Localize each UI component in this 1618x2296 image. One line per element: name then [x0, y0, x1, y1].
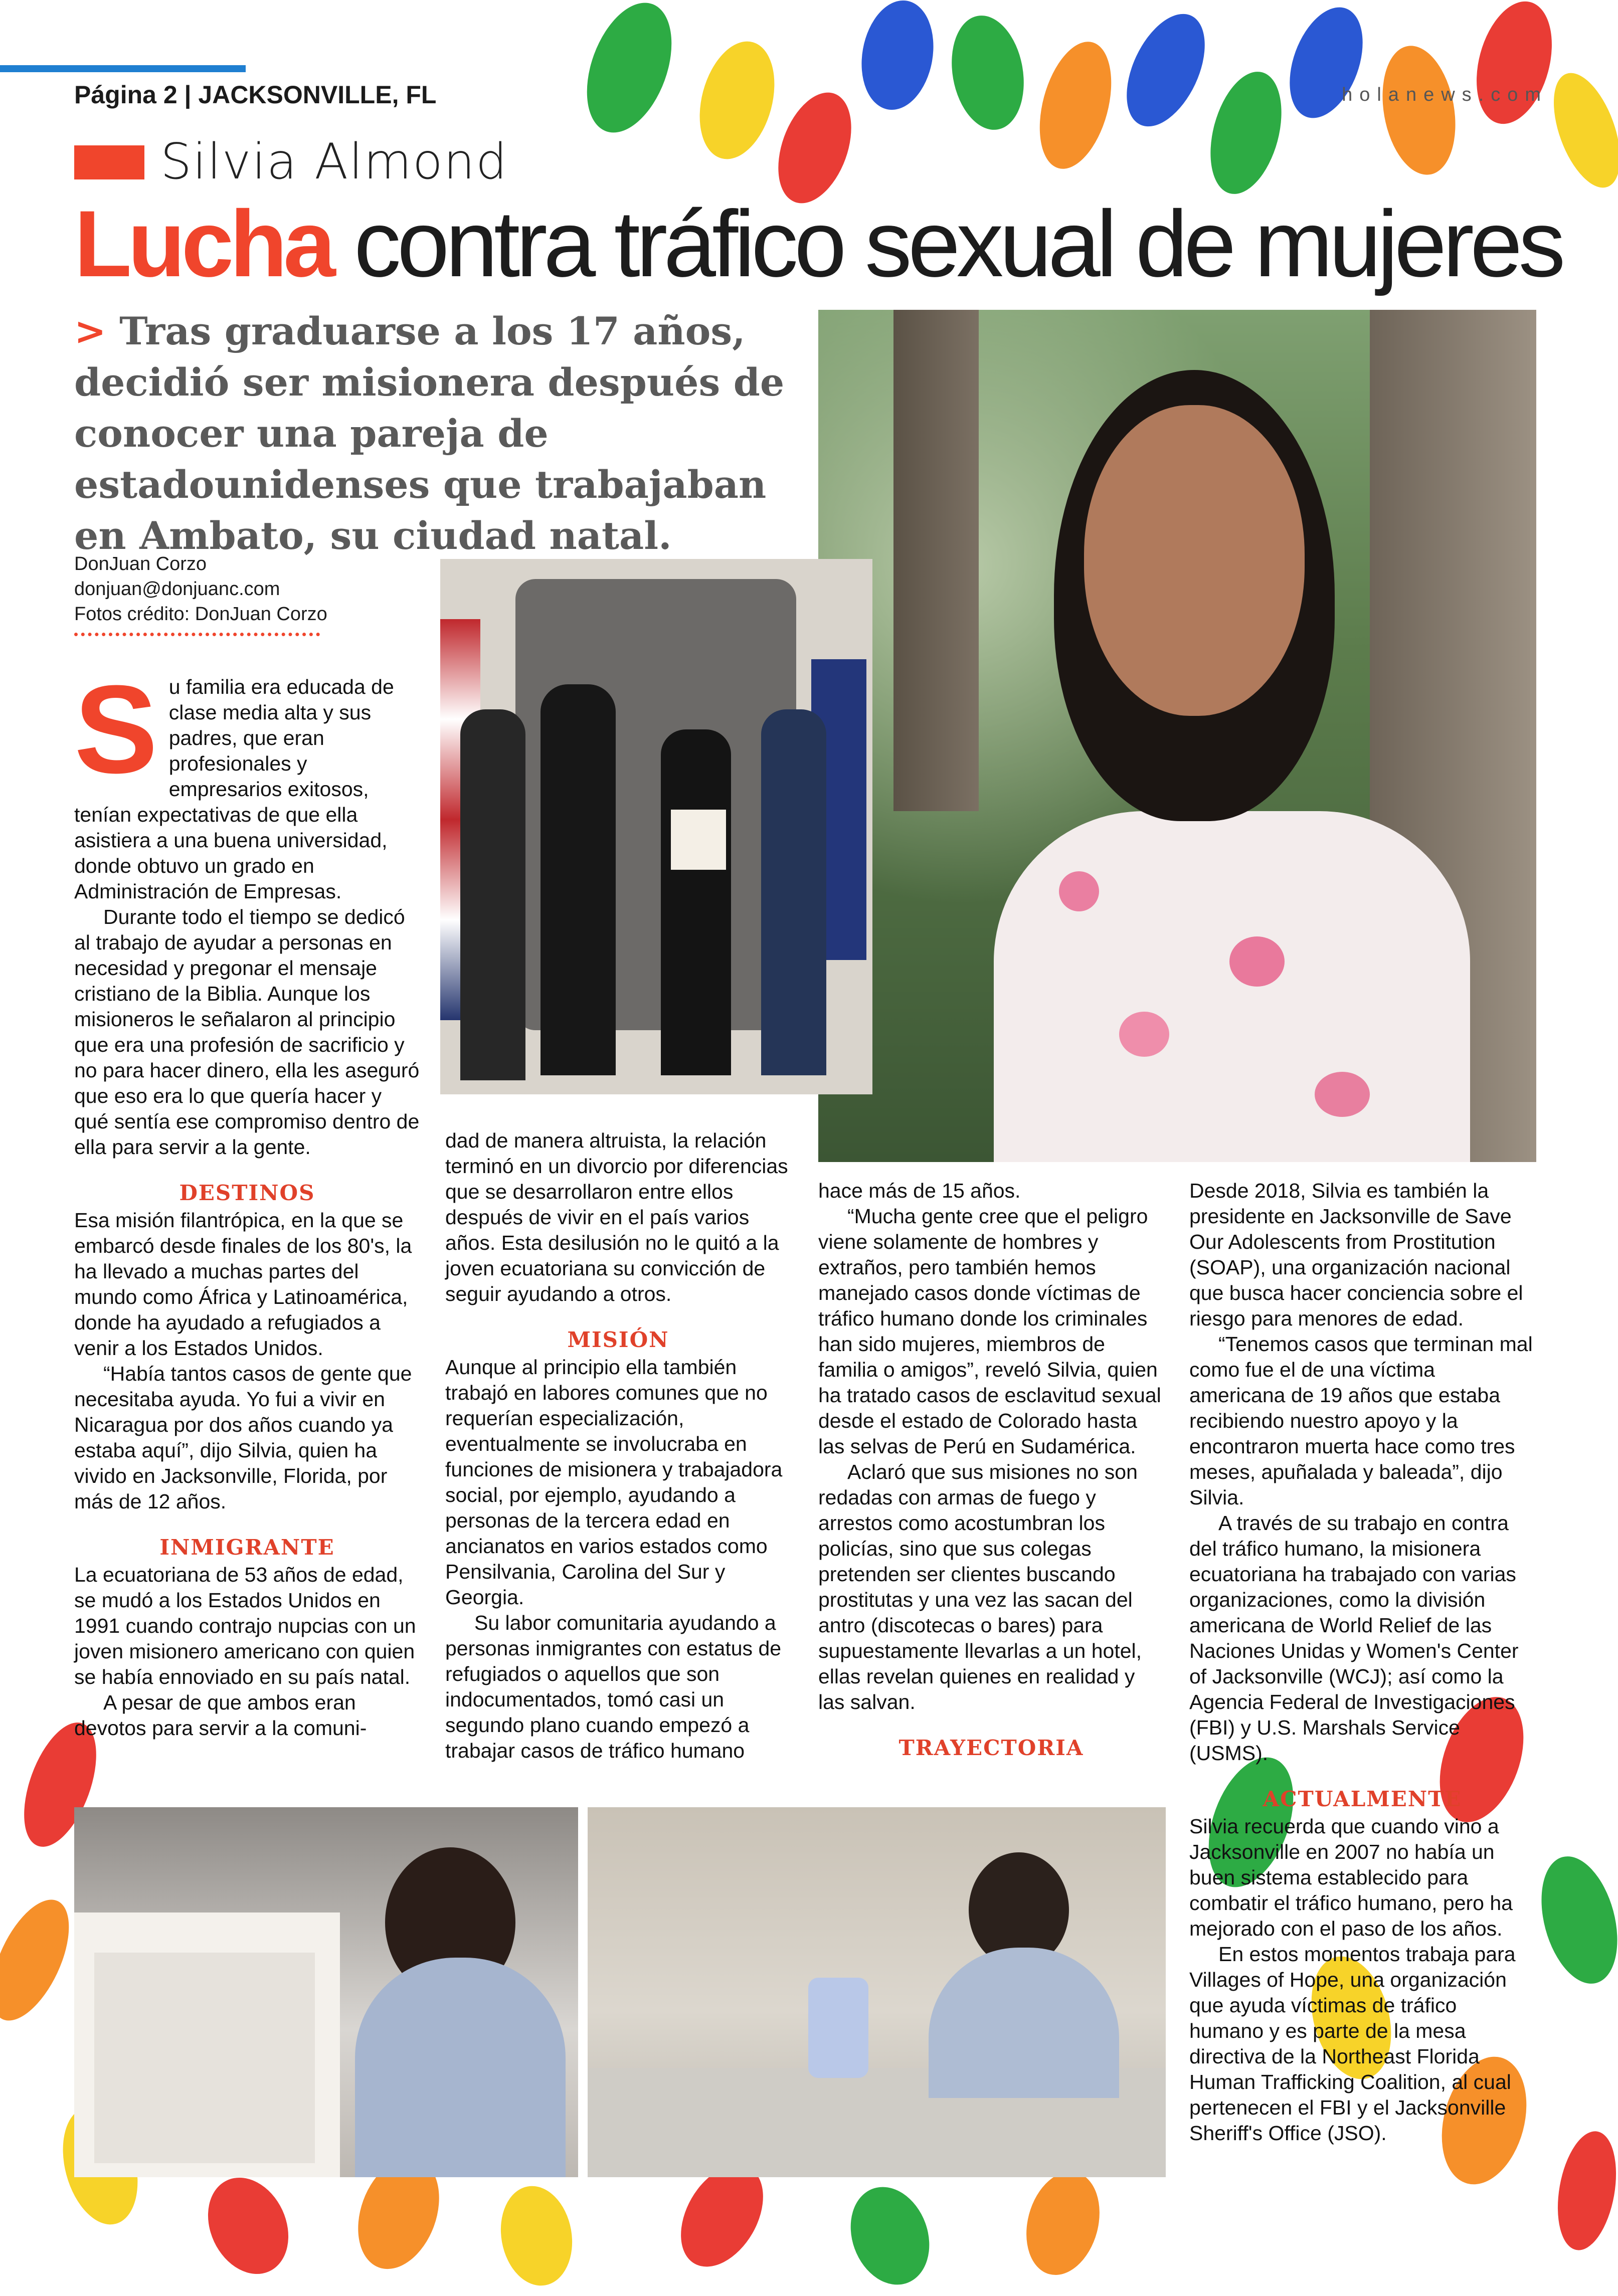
paragraph: A través de su trabajo en contra del tráfico humano, la misionera ecuatoriana ha trabajado con varias organizaciones, como la división americana de World Relief de las Naciones Unidas y Women's Center of Jacksonville (WCJ); así como la Agencia Federal de Investigaciones (FBI) y U.S. Marshals Service (USMS).	[1189, 1511, 1519, 1765]
paragraph: A pesar de que ambos eran devotos para servir a la comuni-	[74, 1691, 367, 1740]
subhead-inmigrante: INMIGRANTE	[159, 1535, 335, 1560]
byline	[74, 551, 327, 627]
byline-email: donjuan@donjuanc.com	[74, 579, 280, 600]
subhead-actualmente: ACTUALMENTE	[1263, 1787, 1462, 1811]
subhead-trayectoria: TRAYECTORIA	[898, 1736, 1084, 1760]
paragraph: En estos momentos trabaja para Villages of Hope, una organización que ayuda víctimas de tráfico humano y es parte de la mesa directiva de la Northeast Florida Human Trafficking Coalition, al cual pertenecen el FBI y el Jacksonville Sheriff's Office (JSO).	[1189, 1943, 1516, 2145]
dotted-divider	[74, 633, 320, 636]
headline-rest: contra tráfico sexual de mujeres	[353, 191, 1562, 296]
subject-name: Silvia Almond	[160, 133, 508, 190]
headline-highlight: Lucha	[74, 191, 332, 296]
office-desk-photo	[588, 1807, 1166, 2177]
article-column-3	[818, 1178, 1164, 1763]
paragraph: dad de manera altruista, la relación terminó en un divorcio por diferencias que se desarrollaron entre ellos después de vivir en el país varios años. Esta desilusión no le quitó a la joven ecuatoriana su convicción de seguir ayudando a otros.	[445, 1129, 788, 1305]
paragraph: “Mucha gente cree que el peligro viene solamente de hombres y extraños, pero también hemos manejado casos donde víctimas de tráfico humano donde los criminales han sido mujeres, miembros de familia o amigos”, reveló Silvia, quien ha tratado casos de esclavitud sexual desde el estado de Colorado hasta las selvas de Perú en Sudamérica.	[818, 1205, 1161, 1458]
paragraph: Esa misión filantrópica, en la que se embarcó desde finales de los 80's, la ha llevado a muchas partes del mundo como África y Latinoamérica, donde ha ayudado a refugiados a venir a los Estados Unidos.	[74, 1209, 412, 1360]
paragraph: u familia era educada de clase media alta y sus padres, que eran profesionales y empresarios exitosos, tenían expectativas de que ella asistiera a una buena universidad, donde obtuvo un grado en Administración de Empresas.	[74, 675, 394, 903]
headline	[74, 191, 1562, 296]
article-column-1	[74, 659, 420, 1741]
byline-photo-credit: Fotos crédito: DonJuan Corzo	[74, 604, 327, 625]
paragraph: Silvia recuerda que cuando vino a Jacksonville en 2007 no había un buen sistema establecido para combatir el tráfico humano, pero ha mejorado con el paso de los años.	[1189, 1815, 1513, 1940]
dropcap: S	[74, 659, 158, 799]
subhead-destinos: DESTINOS	[179, 1181, 315, 1205]
deck-marker: >	[74, 309, 106, 353]
author-name-marker	[74, 145, 144, 179]
site-name: holanews.com	[1342, 84, 1548, 105]
page-folio: Página 2 | JACKSONVILLE, FL	[74, 81, 437, 109]
deck	[74, 306, 786, 561]
deck-text: Tras graduarse a los 17 años, decidió ser misionera después de conocer una pareja de estadounidenses que trabajaban en Ambato, su ciudad natal.	[74, 309, 785, 558]
paragraph: La ecuatoriana de 53 años de edad, se mudó a los Estados Unidos en 1991 cuando contrajo nupcias con un joven misionero americano con quien se había ennoviado en su país natal.	[74, 1563, 416, 1688]
office-phone-photo	[74, 1807, 578, 2177]
paragraph: Su labor comunitaria ayudando a personas inmigrantes con estatus de refugiados o aquellos que son indocumentados, tomó casi un segundo plano cuando empezó a trabajar casos de tráfico humano	[445, 1611, 782, 1762]
article-column-4	[1189, 1178, 1535, 2146]
paragraph: Durante todo el tiempo se dedicó al trabajo de ayudar a personas en necesidad y pregonar el mensaje cristiano de la Biblia. Aunque los misioneros le señalaron al principio que era una profesión de sacrificio y no para hacer dinero, ella les aseguró que eso era lo que quería hacer y qué sentía ese compromiso dentro de ella para servir a la gente.	[74, 905, 420, 1159]
top-accent-bar	[0, 65, 246, 72]
subhead-mision: MISIÓN	[567, 1327, 669, 1352]
byline-name: DonJuan Corzo	[74, 553, 207, 575]
group-photo	[440, 559, 872, 1094]
article-column-2	[445, 1128, 791, 1764]
paragraph: hace más de 15 años.	[818, 1179, 1021, 1202]
paragraph: Aclaró que sus misiones no son redadas con armas de fuego y arrestos como acostumbran los policías, sino que sus colegas pretenden ser clientes buscando prostitutas y una vez las sacan del antro (discotecas o bares) para supuestamente llevarlas a un hotel, ellas revelan quienes en realidad y las salvan.	[818, 1460, 1142, 1713]
paragraph: “Había tantos casos de gente que necesitaba ayuda. Yo fui a vivir en Nicaragua por dos años cuando ya estaba aquí”, dijo Silvia, quien ha vivido en Jacksonville, Florida, por más de 12 años.	[74, 1362, 412, 1513]
paragraph: “Tenemos casos que terminan mal como fue el de una víctima americana de 19 años que estaba recibiendo nuestro apoyo y la encontraron muerta hace como tres meses, apuñalada y baleada”, dijo Silvia.	[1189, 1332, 1533, 1509]
portrait-photo	[818, 310, 1536, 1162]
paragraph: Desde 2018, Silvia es también la presidente en Jacksonville de Save Our Adolescents from Prostitution (SOAP), una organización nacional que busca hacer conciencia sobre el riesgo para menores de edad.	[1189, 1179, 1523, 1330]
paragraph: Aunque al principio ella también trabajó en labores comunes que no requerían especialización, eventualmente se involucraba en funciones de misionera y trabajadora social, por ejemplo, ayudando a personas de la tercera edad en ancianatos en varios estados como Pensilvania, Carolina del Sur y Georgia.	[445, 1356, 783, 1609]
